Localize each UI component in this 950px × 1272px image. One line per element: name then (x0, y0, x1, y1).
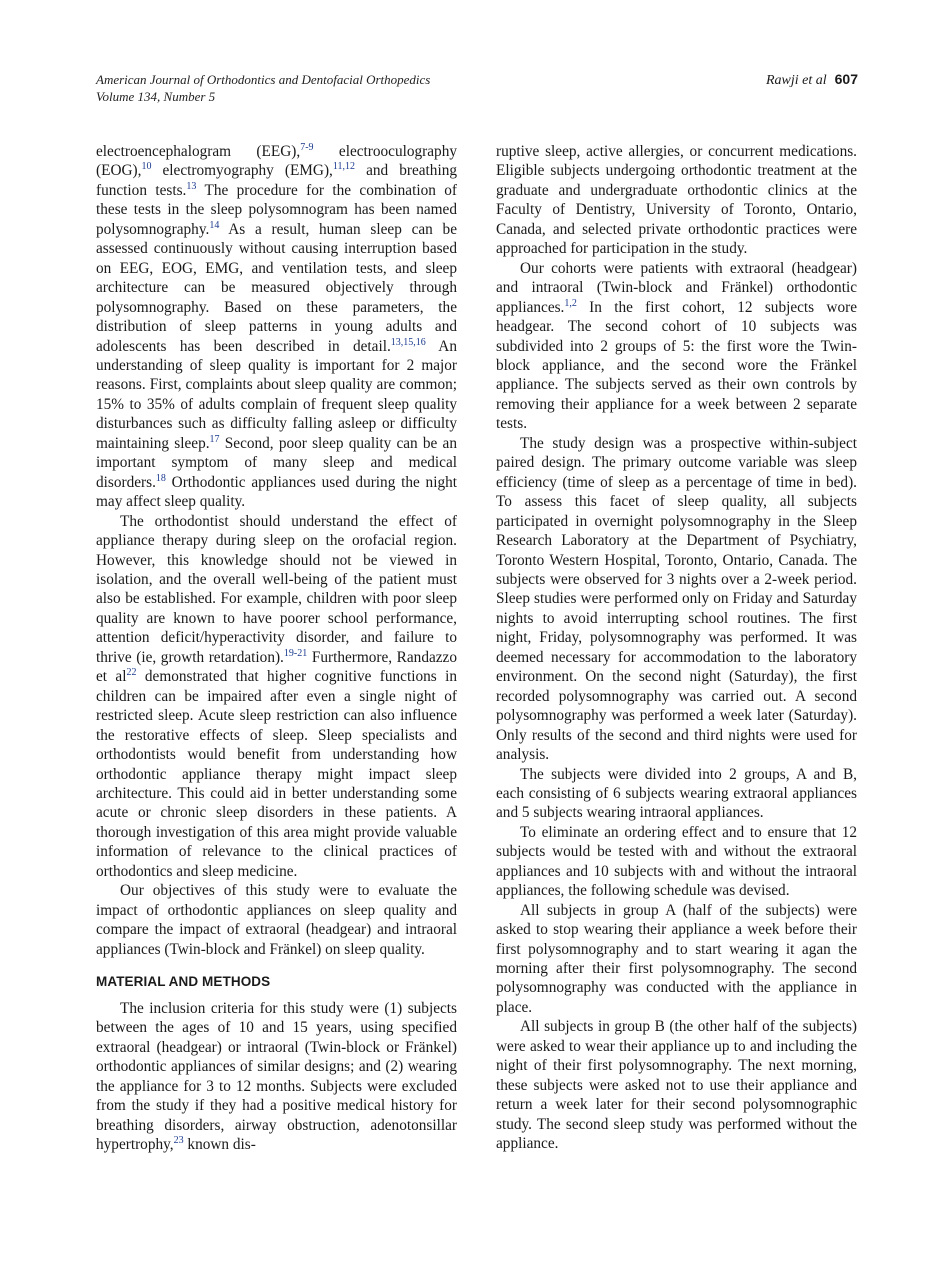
paragraph: Our cohorts were patients with extraoral (headgear) and intraoral (Twin-block and Fränkel) orthodontic appliances.$^{1,2}$ In the first cohort, 12 subjects wore headgear. The second cohort of 10 subjects was subdivided into 2 groups of 5: the first wore the Twin-block appliance, and the second wore the Fränkel appliance. The subjects served as their own controls by removing their appliance for a week between 2 separate tests. (496, 259, 857, 433)
running-author: Rawji et al (765, 73, 827, 88)
paragraph: All subjects in group A (half of the subjects) were asked to stop wearing their appliance a week before their first polysomnography and to start wearing it agan the morning after their first polysomnography. The second polysomnography was conducted with the appliance in place. (496, 901, 857, 1016)
paragraph: Our objectives of this study were to evaluate the impact of orthodontic appliances on sleep quality and compare the impact of extraoral (headgear) and intraoral appliances (Twin-block and Fränkel) on sleep quality. (96, 882, 457, 958)
left-column (96, 142, 457, 1155)
citation-link[interactable]: 13 (186, 180, 197, 192)
page-number: 607 (834, 71, 858, 87)
right-column (496, 142, 857, 1154)
section-heading: MATERIAL AND METHODS (96, 974, 271, 990)
paragraph: ruptive sleep, active allergies, or concurrent medications. Eligible subjects undergoing orthodontic treatment at the graduate and undergraduate orthodontic clinics at the Faculty of Dentistry, University of Toronto, Ontario, Canada, and selected private orthodontic practices were approached for participation in the study. (496, 143, 857, 258)
citation-link[interactable]: 17 (209, 433, 220, 445)
citation-link[interactable]: 1,2 (564, 297, 577, 309)
paragraph: To eliminate an ordering effect and to ensure that 12 subjects would be tested with and without the extraoral appliances and 10 subjects with and without the intraoral appliances, the following schedule was devised. (496, 823, 857, 900)
paragraph: The subjects were divided into 2 groups, A and B, each consisting of 6 subjects wearing extraoral appliances and 5 subjects wearing intraoral appliances. (496, 765, 857, 822)
paragraph: electroencephalogram (EEG),$^{7-9}$ electrooculography (EOG),$^{10}$ electromyography (EMG),$^{11,12}$ and breathing function tests.$^{13}$ The procedure for the combination of these tests in the sleep polysomnogram has been named polysomnography.$^{14}$ As a result, human sleep can be assessed continuously without causing interruption based on EEG, EOG, EMG, and ventilation tests, and sleep architecture can be measured objectively through polysomnography. Based on these parameters, the distribution of sleep patterns in young adults and adolescents has been described in detail.$^{13,15,16}$ An understanding of sleep quality is important for 2 major reasons. First, complaints about sleep quality are common; 15% to 35% of adults complain of frequent sleep quality disturbances such as difficulty falling asleep or difficulty maintaining sleep.$^{17}$ Second, poor sleep quality can be an important symptom of many sleep and medical disorders.$^{18}$ Orthodontic appliances used during the night may affect sleep quality. (96, 142, 457, 511)
running-head (96, 71, 858, 105)
citation-link[interactable]: 22 (126, 667, 137, 679)
paragraph: The orthodontist should understand the effect of appliance therapy during sleep on the orofacial region. However, this knowledge should not be viewed in isolation, and the overall well-being of the patient must also be established. For example, children with poor sleep quality are known to have poorer school performance, attention deficit/hyperactivity disorder, and failure to thrive (ie, growth retardation).$^{19-21}$ Furthermore, Randazzo et $al^{22}$ demonstrated that higher cognitive functions in children can be impaired after even a single night of restricted sleep. Acute sleep restriction can also influence the restorative effects of sleep. Sleep specialists and orthodontists would benefit from understanding how orthodontic appliance therapy might impact sleep architecture. This could aid in better understanding some acute or chronic sleep disorders in these patients. A thorough investigation of this area might provide valuable information of relevance to the clinical practices of orthodontics and sleep medicine. (96, 512, 458, 880)
citation-link[interactable]: 14 (209, 219, 220, 231)
citation-link[interactable]: 10 (141, 161, 152, 173)
paragraph: The inclusion criteria for this study were (1) subjects between the ages of 10 and 15 years, using specified extraoral (headgear) or intraoral (Twin-block or Fränkel) orthodontic appliances of similar designs; and (2) wearing the appliance for 3 to 12 months. Subjects were excluded from the study if they had a positive medical history for breathing disorders, airway obstruction, adenotonsillar hypertrophy,$^{23}$ known dis- (96, 1000, 457, 1154)
paragraph: The study design was a prospective within-subject paired design. The primary outcome variable was sleep efficiency (time of sleep as a percentage of time in bed). To assess this facet of sleep quality, all subjects participated in overnight polysomnography in the Sleep Research Laboratory at the Department of Psychiatry, Toronto Western Hospital, Toronto, Ontario, Canada. The subjects were observed for 3 nights over a 2-week period. Sleep studies were performed only on Friday and Saturday nights to avoid interrupting school routines. The first night, Friday, polysomnography was performed. It was deemed necessary for accommodation to the laboratory environment. On the second night (Saturday), the first recorded polysomnography was carried out. A second polysomnography was performed a week later (Saturday). Only results of the second and third nights were used for analysis. (496, 434, 857, 764)
citation-link[interactable]: 7-9 (300, 142, 314, 153)
citation-link[interactable]: 13,15,16 (390, 336, 426, 348)
citation-link[interactable]: 18 (155, 472, 166, 484)
journal-title: American Journal of Orthodontics and Dentofacial Orthopedics (96, 72, 431, 87)
citation-link[interactable]: 23 (173, 1135, 184, 1147)
author-page-label (766, 71, 858, 89)
paragraph: All subjects in group B (the other half of the subjects) were asked to wear their appliance up to and including the night of their first polysomnography. The next morning, these subjects were asked not to use their appliance and return a week later for their second polysomnographic study. The second sleep study was performed without the appliance. (496, 1018, 857, 1153)
journal-volume: Volume 134, Number 5 (96, 89, 216, 104)
citation-link[interactable]: 11,12 (332, 161, 356, 173)
citation-link[interactable]: 19-21 (283, 647, 308, 659)
